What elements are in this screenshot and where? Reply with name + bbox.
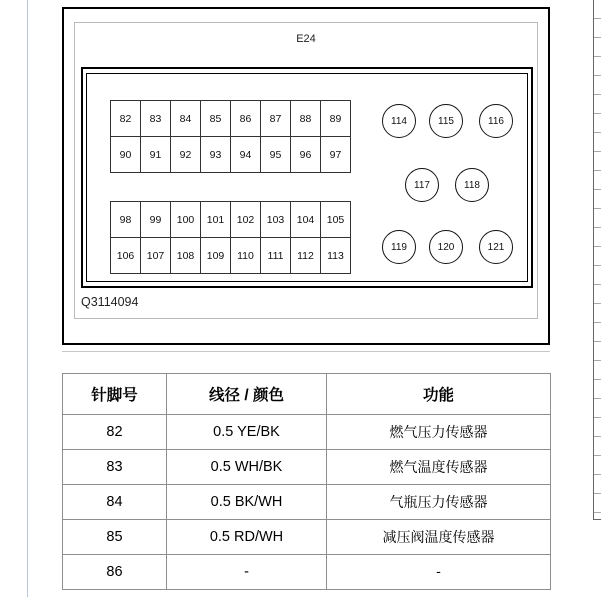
pin-cell: 82 (111, 101, 141, 137)
pin-cell: 103 (261, 202, 291, 238)
pin-cell: 107 (141, 238, 171, 274)
panel-rule (594, 474, 601, 475)
pin-block-top (110, 100, 351, 173)
section-divider (62, 351, 550, 352)
panel-rule (594, 436, 601, 437)
pin-cell: 108 (171, 238, 201, 274)
pin-cell: 98 (111, 202, 141, 238)
panel-rule (594, 246, 601, 247)
pin-cell: 93 (201, 137, 231, 173)
pin-cell: 88 (291, 101, 321, 137)
panel-rule (594, 455, 601, 456)
panel-rule (594, 398, 601, 399)
round-pin: 121 (479, 230, 513, 264)
cell-pin: 84 (63, 485, 167, 520)
panel-rule (594, 417, 601, 418)
pin-cell: 89 (321, 101, 351, 137)
table-row (63, 450, 551, 485)
panel-rule (594, 113, 601, 114)
cell-wire: 0.5 WH/BK (167, 450, 327, 485)
header-function: 功能 (327, 374, 551, 415)
pin-cell: 91 (141, 137, 171, 173)
cell-wire: 0.5 RD/WH (167, 520, 327, 555)
cell-pin: 83 (63, 450, 167, 485)
connector-housing (81, 67, 533, 288)
pin-block-bottom (110, 201, 351, 274)
panel-rule (594, 37, 601, 38)
panel-rule (594, 512, 601, 513)
cell-pin: 82 (63, 415, 167, 450)
pin-cell: 109 (201, 238, 231, 274)
pin-cell: 105 (321, 202, 351, 238)
panel-rule (594, 322, 601, 323)
panel-rule (594, 379, 601, 380)
panel-rule (594, 341, 601, 342)
cell-function: - (327, 555, 551, 590)
panel-rule (594, 132, 601, 133)
table-row (63, 485, 551, 520)
cell-pin: 85 (63, 520, 167, 555)
round-pin: 118 (455, 168, 489, 202)
pin-cell: 102 (231, 202, 261, 238)
connector-diagram (74, 22, 538, 319)
panel-rule (594, 227, 601, 228)
cell-function: 减压阀温度传感器 (327, 520, 551, 555)
pin-cell: 106 (111, 238, 141, 274)
panel-rule (594, 284, 601, 285)
connector-label: E24 (296, 33, 316, 45)
pin-cell: 96 (291, 137, 321, 173)
panel-rule (594, 94, 601, 95)
panel-rule (594, 303, 601, 304)
pin-cell: 113 (321, 238, 351, 274)
cell-function: 气瓶压力传感器 (327, 485, 551, 520)
pin-cell: 85 (201, 101, 231, 137)
pin-cell: 86 (231, 101, 261, 137)
cell-function: 燃气压力传感器 (327, 415, 551, 450)
table-row (63, 520, 551, 555)
panel-rule (594, 189, 601, 190)
cell-wire: 0.5 YE/BK (167, 415, 327, 450)
panel-rule (594, 265, 601, 266)
header-pin: 针脚号 (63, 374, 167, 415)
pin-cell: 112 (291, 238, 321, 274)
page-margin-line (27, 0, 28, 597)
header-wire: 线径 / 颜色 (167, 374, 327, 415)
cell-wire: 0.5 BK/WH (167, 485, 327, 520)
pin-cell: 90 (111, 137, 141, 173)
cell-pin: 86 (63, 555, 167, 590)
round-pin: 117 (405, 168, 439, 202)
connector-face (86, 73, 528, 282)
pin-cell: 94 (231, 137, 261, 173)
panel-rule (594, 56, 601, 57)
connector-figure-frame (62, 7, 550, 345)
pin-cell: 99 (141, 202, 171, 238)
round-pin: 120 (429, 230, 463, 264)
pinout-table (62, 373, 551, 590)
round-pin: 115 (429, 104, 463, 138)
round-pin: 116 (479, 104, 513, 138)
panel-rule (594, 208, 601, 209)
pin-cell: 101 (201, 202, 231, 238)
pin-cell: 92 (171, 137, 201, 173)
panel-rule (594, 18, 601, 19)
pin-cell: 87 (261, 101, 291, 137)
panel-rule (594, 493, 601, 494)
pin-cell: 97 (321, 137, 351, 173)
panel-rule (594, 151, 601, 152)
table-row (63, 415, 551, 450)
pin-cell: 104 (291, 202, 321, 238)
pin-cell: 111 (261, 238, 291, 274)
pin-cell: 110 (231, 238, 261, 274)
pin-cell: 84 (171, 101, 201, 137)
pin-cell: 100 (171, 202, 201, 238)
table-header-row (63, 374, 551, 415)
cell-wire: - (167, 555, 327, 590)
round-pin: 119 (382, 230, 416, 264)
panel-rule (594, 360, 601, 361)
table-row (63, 555, 551, 590)
cell-function: 燃气温度传感器 (327, 450, 551, 485)
panel-rule (594, 170, 601, 171)
panel-rule (594, 75, 601, 76)
pin-cell: 83 (141, 101, 171, 137)
pin-cell: 95 (261, 137, 291, 173)
adjacent-page-edge (593, 0, 601, 520)
round-pin: 114 (382, 104, 416, 138)
figure-code: Q3114094 (81, 295, 139, 309)
